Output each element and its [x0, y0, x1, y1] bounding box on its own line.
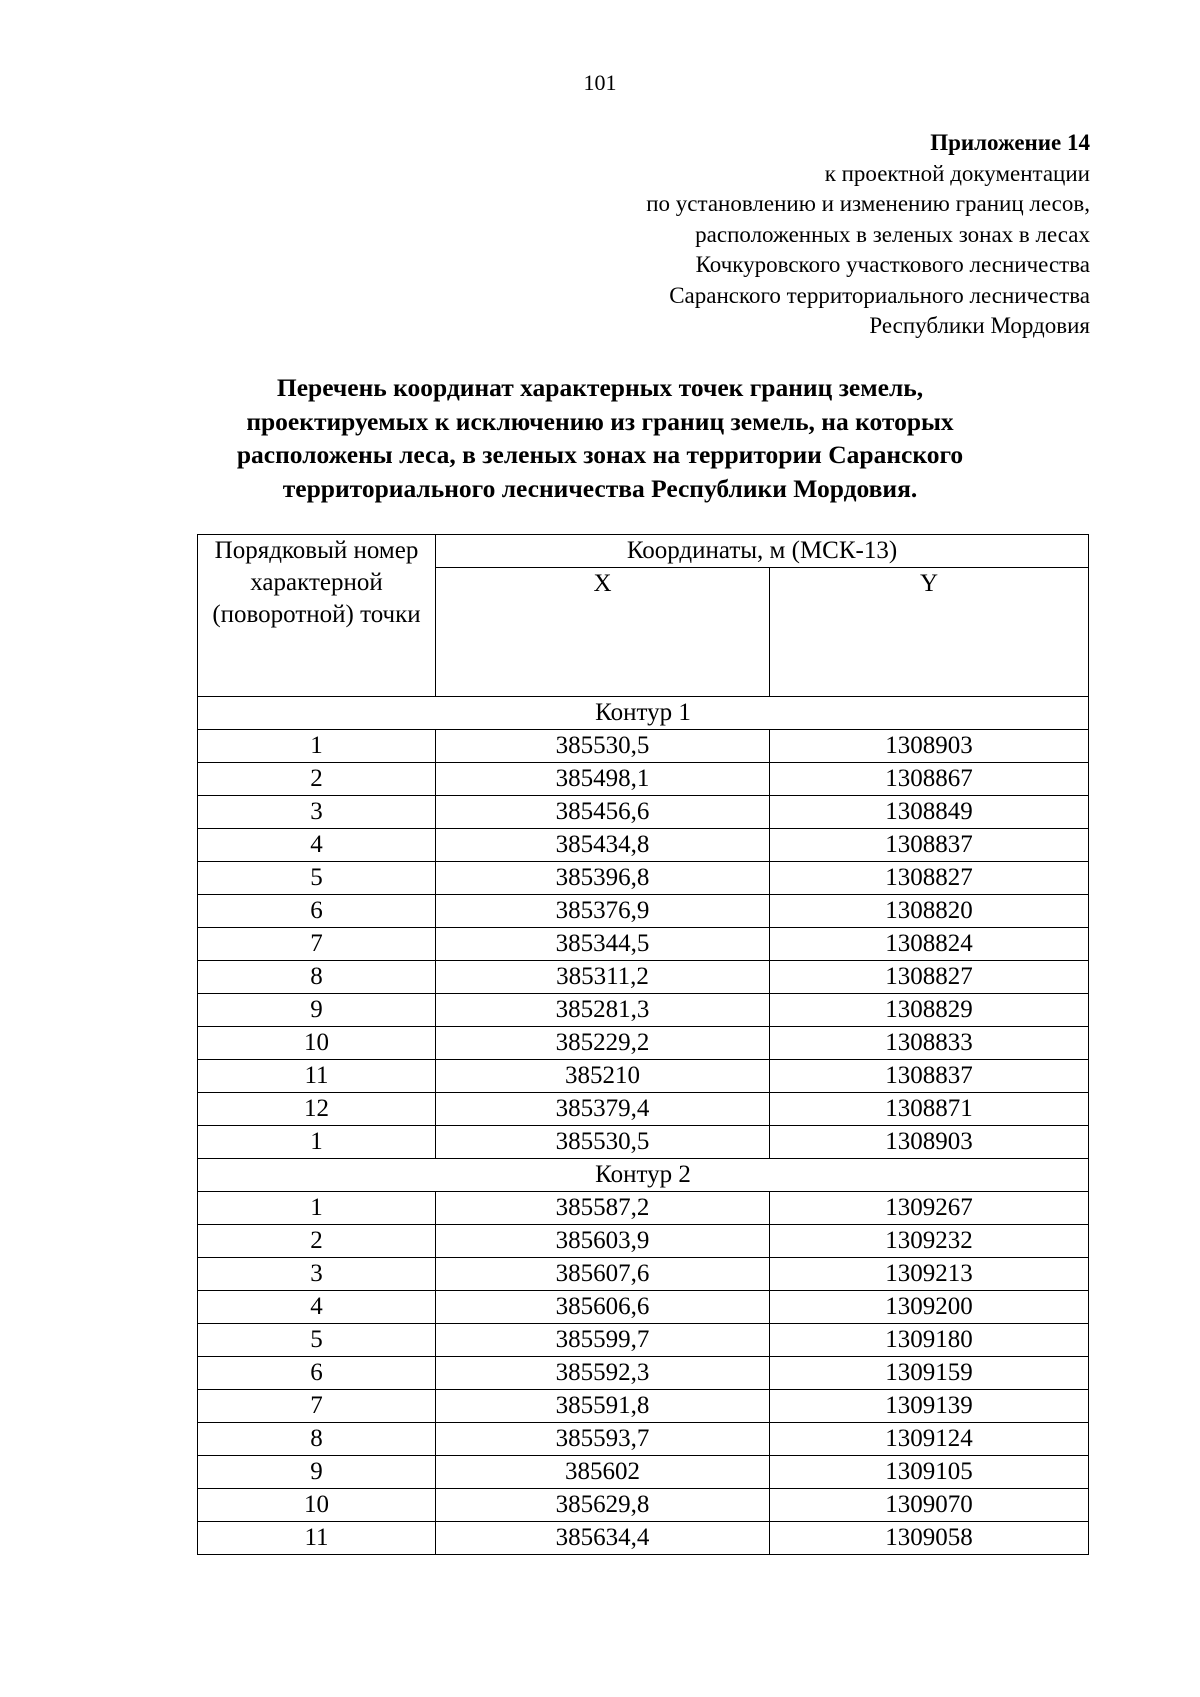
page-number: 101 [583, 70, 617, 95]
x-coordinate-cell: 385606,6 [436, 1291, 770, 1324]
appendix-line: Саранского территориального лесничества [669, 282, 1090, 308]
appendix-line: Кочкуровского участкового лесничества [695, 252, 1090, 277]
point-number-cell: 6 [198, 1357, 436, 1390]
point-number-cell: 10 [198, 1027, 436, 1060]
x-coordinate-cell: 385311,2 [436, 961, 770, 994]
x-coordinate-cell: 385379,4 [436, 1093, 770, 1126]
y-coordinate-cell: 1308829 [770, 994, 1089, 1027]
point-number-cell: 11 [198, 1060, 436, 1093]
appendix-line: расположенных в зеленых зонах в лесах [695, 221, 1090, 247]
table-row [198, 961, 1089, 994]
y-coordinate-cell: 1309200 [770, 1291, 1089, 1324]
header-x: X [436, 568, 770, 697]
point-number-cell: 5 [198, 1324, 436, 1357]
x-coordinate-cell: 385607,6 [436, 1258, 770, 1291]
point-number-cell: 1 [198, 1126, 436, 1159]
y-coordinate-cell: 1309232 [770, 1225, 1089, 1258]
point-number-cell: 9 [198, 994, 436, 1027]
point-number-cell: 10 [198, 1489, 436, 1522]
table-row [198, 1522, 1089, 1555]
table-row [198, 1456, 1089, 1489]
x-coordinate-cell: 385210 [436, 1060, 770, 1093]
table-row [198, 1192, 1089, 1225]
y-coordinate-cell: 1308833 [770, 1027, 1089, 1060]
y-coordinate-cell: 1309213 [770, 1258, 1089, 1291]
point-number-cell: 12 [198, 1093, 436, 1126]
x-coordinate-cell: 385396,8 [436, 862, 770, 895]
appendix-block [646, 128, 1090, 342]
y-coordinate-cell: 1308871 [770, 1093, 1089, 1126]
point-number-cell: 3 [198, 796, 436, 829]
coordinates-table [197, 534, 1089, 1555]
point-number-cell: 4 [198, 1291, 436, 1324]
table-row [198, 730, 1089, 763]
x-coordinate-cell: 385592,3 [436, 1357, 770, 1390]
header-y: Y [770, 568, 1089, 697]
table-row [198, 1324, 1089, 1357]
x-coordinate-cell: 385593,7 [436, 1423, 770, 1456]
y-coordinate-cell: 1308903 [770, 1126, 1089, 1159]
x-coordinate-cell: 385229,2 [436, 1027, 770, 1060]
table-row [198, 1027, 1089, 1060]
y-coordinate-cell: 1309159 [770, 1357, 1089, 1390]
point-number-cell: 7 [198, 928, 436, 961]
x-coordinate-cell: 385602 [436, 1456, 770, 1489]
table-row [198, 1225, 1089, 1258]
table-row [198, 1093, 1089, 1126]
table-row [198, 1060, 1089, 1093]
x-coordinate-cell: 385344,5 [436, 928, 770, 961]
y-coordinate-cell: 1309180 [770, 1324, 1089, 1357]
y-coordinate-cell: 1308827 [770, 961, 1089, 994]
x-coordinate-cell: 385591,8 [436, 1390, 770, 1423]
point-number-cell: 7 [198, 1390, 436, 1423]
x-coordinate-cell: 385498,1 [436, 763, 770, 796]
table-row [198, 1489, 1089, 1522]
x-coordinate-cell: 385530,5 [436, 1126, 770, 1159]
y-coordinate-cell: 1308837 [770, 1060, 1089, 1093]
y-coordinate-cell: 1309058 [770, 1522, 1089, 1555]
document-title [160, 371, 1040, 505]
point-number-cell: 11 [198, 1522, 436, 1555]
contour-label: Контур 2 [198, 1159, 1089, 1192]
table-row [198, 895, 1089, 928]
contour-header-row [198, 697, 1089, 730]
x-coordinate-cell: 385599,7 [436, 1324, 770, 1357]
table-row [198, 1291, 1089, 1324]
x-coordinate-cell: 385434,8 [436, 829, 770, 862]
x-coordinate-cell: 385629,8 [436, 1489, 770, 1522]
table-row [198, 928, 1089, 961]
appendix-line: к проектной документации [824, 160, 1090, 186]
document-title-line: проектируемых к исключению из границ земель, на которых [246, 406, 954, 436]
contour-label: Контур 1 [198, 697, 1089, 730]
x-coordinate-cell: 385634,4 [436, 1522, 770, 1555]
x-coordinate-cell: 385456,6 [436, 796, 770, 829]
y-coordinate-cell: 1308867 [770, 763, 1089, 796]
x-coordinate-cell: 385530,5 [436, 730, 770, 763]
y-coordinate-cell: 1309139 [770, 1390, 1089, 1423]
x-coordinate-cell: 385587,2 [436, 1192, 770, 1225]
x-coordinate-cell: 385376,9 [436, 895, 770, 928]
table-row [198, 763, 1089, 796]
point-number-cell: 4 [198, 829, 436, 862]
point-number-cell: 2 [198, 763, 436, 796]
appendix-line: по установлению и изменению границ лесов, [646, 191, 1090, 216]
y-coordinate-cell: 1308837 [770, 829, 1089, 862]
table-row [198, 1126, 1089, 1159]
document-title-line: территориального лесничества Республики Мордовия. [282, 473, 918, 503]
x-coordinate-cell: 385281,3 [436, 994, 770, 1027]
table-row [198, 862, 1089, 895]
point-number-cell: 1 [198, 730, 436, 763]
point-number-cell: 8 [198, 1423, 436, 1456]
appendix-line: Республики Мордовия [869, 313, 1090, 338]
header-point-number: Порядковый номер характерной (поворотной) точки [198, 535, 436, 697]
table-body [198, 697, 1089, 1555]
table-row [198, 796, 1089, 829]
table-row [198, 829, 1089, 862]
document-title-line: Перечень координат характерных точек границ земель, [276, 373, 924, 402]
table-row [198, 1357, 1089, 1390]
document-title-line: расположены леса, в зеленых зонах на территории Саранского [236, 440, 964, 469]
contour-header-row [198, 1159, 1089, 1192]
table-row [198, 994, 1089, 1027]
point-number-cell: 3 [198, 1258, 436, 1291]
y-coordinate-cell: 1309267 [770, 1192, 1089, 1225]
point-number-cell: 2 [198, 1225, 436, 1258]
y-coordinate-cell: 1309070 [770, 1489, 1089, 1522]
x-coordinate-cell: 385603,9 [436, 1225, 770, 1258]
table-row [198, 1258, 1089, 1291]
table-row [198, 1423, 1089, 1456]
header-coordinates: Координаты, м (МСК-13) [436, 535, 1089, 568]
point-number-cell: 8 [198, 961, 436, 994]
y-coordinate-cell: 1308849 [770, 796, 1089, 829]
table-row [198, 1390, 1089, 1423]
y-coordinate-cell: 1308903 [770, 730, 1089, 763]
point-number-cell: 5 [198, 862, 436, 895]
y-coordinate-cell: 1308820 [770, 895, 1089, 928]
point-number-cell: 9 [198, 1456, 436, 1489]
y-coordinate-cell: 1308824 [770, 928, 1089, 961]
y-coordinate-cell: 1309124 [770, 1423, 1089, 1456]
y-coordinate-cell: 1308827 [770, 862, 1089, 895]
y-coordinate-cell: 1309105 [770, 1456, 1089, 1489]
point-number-cell: 6 [198, 895, 436, 928]
point-number-cell: 1 [198, 1192, 436, 1225]
appendix-title: Приложение 14 [930, 130, 1090, 155]
